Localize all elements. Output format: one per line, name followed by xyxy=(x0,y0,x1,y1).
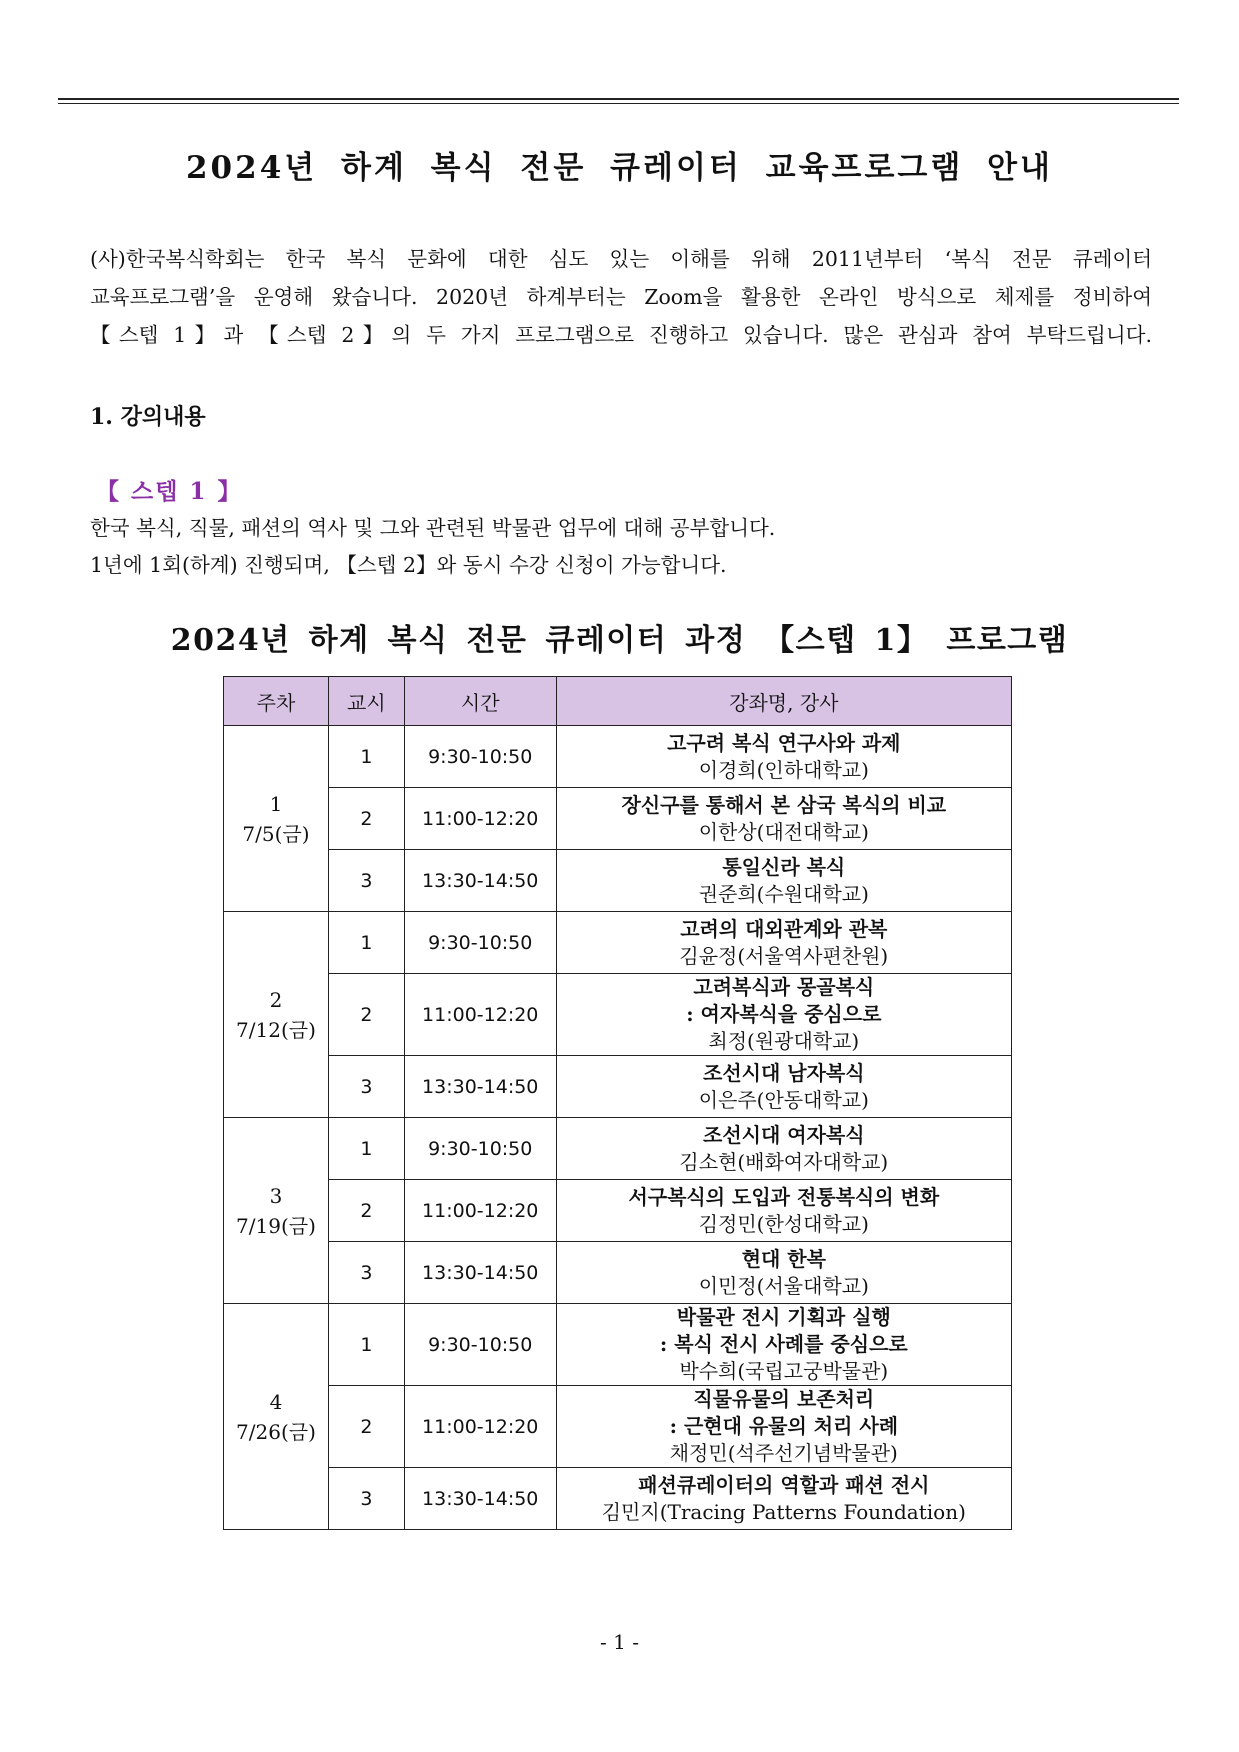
lecturer-name: 권준희(수원대학교) xyxy=(698,881,869,906)
lecture-cell xyxy=(556,1118,1011,1180)
header-lecture: 강좌명, 강사 xyxy=(556,677,1011,726)
top-rule-thin xyxy=(58,103,1179,104)
schedule-body xyxy=(224,726,1012,1530)
time-cell: 11:00-12:20 xyxy=(404,1180,556,1242)
time-cell: 9:30-10:50 xyxy=(404,1118,556,1180)
lecture-cell xyxy=(556,1180,1011,1242)
period-cell: 3 xyxy=(328,1056,404,1118)
time-cell: 9:30-10:50 xyxy=(404,1304,556,1386)
lecture-title: : 복식 전시 사례를 중심으로 xyxy=(659,1332,908,1356)
time-cell: 13:30-14:50 xyxy=(404,850,556,912)
lecturer-name: 이한상(대전대학교) xyxy=(698,819,869,844)
document-title: 2024년 하계 복식 전문 큐레이터 교육프로그램 안내 xyxy=(185,150,1053,186)
header-time: 시간 xyxy=(404,677,556,726)
step-description xyxy=(90,510,775,584)
lecture-cell xyxy=(556,1304,1011,1386)
time-cell: 11:00-12:20 xyxy=(404,1386,556,1468)
lecture-title: : 근현대 유물의 처리 사례 xyxy=(669,1414,899,1438)
lecture-title: 직물유물의 보존처리 xyxy=(693,1387,875,1411)
lecture-title: 현대 한복 xyxy=(741,1246,826,1271)
section-heading: 1. 강의내용 xyxy=(90,404,206,430)
lecture-cell xyxy=(556,850,1011,912)
week-cell xyxy=(224,912,329,1118)
table-row xyxy=(224,1304,1012,1386)
table-row xyxy=(224,1056,1012,1118)
week-date: 7/12(금) xyxy=(236,1017,316,1042)
lecture-cell xyxy=(556,912,1011,974)
lecturer-name: 채정민(석주선기념박물관) xyxy=(669,1441,898,1465)
period-cell: 1 xyxy=(328,726,404,788)
time-cell: 13:30-14:50 xyxy=(404,1468,556,1530)
lecture-cell xyxy=(556,1386,1011,1468)
table-row xyxy=(224,726,1012,788)
table-row xyxy=(224,788,1012,850)
lecture-title: 조선시대 남자복식 xyxy=(703,1060,865,1085)
period-cell: 1 xyxy=(328,912,404,974)
table-row xyxy=(224,912,1012,974)
time-cell: 13:30-14:50 xyxy=(404,1242,556,1304)
week-number: 2 xyxy=(269,987,283,1012)
week-cell xyxy=(224,1118,329,1304)
period-cell: 2 xyxy=(328,1180,404,1242)
lecture-cell xyxy=(556,974,1011,1056)
header-week: 주차 xyxy=(224,677,329,726)
week-number: 3 xyxy=(269,1183,283,1208)
intro-line: (사)한국복식학회는 한국 복식 문화에 대한 심도 있는 이해를 위해 2011년부터 ‘복식 전문 큐레이터 xyxy=(90,247,1152,271)
lecture-title: 박물관 전시 기획과 실행 xyxy=(676,1305,891,1329)
intro-line: 교육프로그램’을 운영해 왔습니다. 2020년 하계부터는 Zoom을 활용한 온라인 방식으로 체제를 정비하여 xyxy=(90,285,1152,309)
period-cell: 3 xyxy=(328,1468,404,1530)
time-cell: 13:30-14:50 xyxy=(404,1056,556,1118)
time-cell: 11:00-12:20 xyxy=(404,788,556,850)
time-cell: 9:30-10:50 xyxy=(404,912,556,974)
lecture-title: : 여자복식을 중심으로 xyxy=(686,1002,882,1026)
table-row xyxy=(224,1242,1012,1304)
table-row xyxy=(224,974,1012,1056)
lecture-cell xyxy=(556,1056,1011,1118)
page-number: - 1 - xyxy=(600,1630,639,1654)
step-desc-line: 1년에 1회(하계) 진행되며, 【스텝 2】와 동시 수강 신청이 가능합니다. xyxy=(90,553,727,577)
lecture-title: 장신구를 통해서 본 삼국 복식의 비교 xyxy=(621,792,947,817)
period-cell: 2 xyxy=(328,1386,404,1468)
lecture-title: 고려의 대외관계와 관복 xyxy=(680,916,888,941)
lecturer-name: 이은주(안동대학교) xyxy=(698,1087,869,1112)
lecture-cell xyxy=(556,1468,1011,1530)
week-date: 7/19(금) xyxy=(236,1213,316,1238)
top-rule-thick xyxy=(58,98,1179,100)
lecture-cell xyxy=(556,788,1011,850)
week-date: 7/5(금) xyxy=(242,821,310,846)
lecture-title: 서구복식의 도입과 전통복식의 변화 xyxy=(628,1184,940,1209)
lecture-title: 통일신라 복식 xyxy=(722,854,846,879)
week-number: 1 xyxy=(269,791,283,816)
lecturer-name: 박수희(국립고궁박물관) xyxy=(679,1359,889,1383)
period-cell: 1 xyxy=(328,1118,404,1180)
lecturer-name: 김민지(Tracing Patterns Foundation) xyxy=(601,1499,966,1524)
table-title: 2024년 하계 복식 전문 큐레이터 과정 【스텝 1】 프로그램 xyxy=(170,623,1069,658)
table-row xyxy=(224,850,1012,912)
lecturer-name: 김소현(배화여자대학교) xyxy=(679,1149,889,1174)
lecture-title: 패션큐레이터의 역할과 패션 전시 xyxy=(638,1472,930,1497)
lecturer-name: 이경희(인하대학교) xyxy=(698,757,869,782)
header-period: 교시 xyxy=(328,677,404,726)
table-row xyxy=(224,1386,1012,1468)
period-cell: 3 xyxy=(328,850,404,912)
lecture-title: 고려복식과 몽골복식 xyxy=(693,975,875,999)
period-cell: 2 xyxy=(328,788,404,850)
intro-line: 【스텝 1】과 【스텝 2】의 두 가지 프로그램으로 진행하고 있습니다. 많은 관심과 참여 부탁드립니다. xyxy=(90,323,1152,347)
lecture-title: 고구려 복식 연구사와 과제 xyxy=(667,730,901,755)
lecturer-name: 김윤정(서울역사편찬원) xyxy=(679,943,889,968)
schedule-table xyxy=(223,676,1012,1530)
intro-paragraph xyxy=(90,240,1152,354)
lecture-title: 조선시대 여자복식 xyxy=(703,1122,865,1147)
week-date: 7/26(금) xyxy=(236,1419,316,1444)
table-header-row xyxy=(224,677,1012,726)
table-row xyxy=(224,1468,1012,1530)
time-cell: 11:00-12:20 xyxy=(404,974,556,1056)
period-cell: 1 xyxy=(328,1304,404,1386)
week-number: 4 xyxy=(269,1389,283,1414)
table-row xyxy=(224,1118,1012,1180)
period-cell: 2 xyxy=(328,974,404,1056)
lecturer-name: 이민정(서울대학교) xyxy=(698,1273,869,1298)
table-row xyxy=(224,1180,1012,1242)
lecture-cell xyxy=(556,726,1011,788)
lecturer-name: 김정민(한성대학교) xyxy=(698,1211,869,1236)
step-desc-line: 한국 복식, 직물, 패션의 역사 및 그와 관련된 박물관 업무에 대해 공부합니다. xyxy=(90,516,776,540)
time-cell: 9:30-10:50 xyxy=(404,726,556,788)
step-label: 【 스텝 1 】 xyxy=(96,478,243,505)
lecture-cell xyxy=(556,1242,1011,1304)
lecturer-name: 최정(원광대학교) xyxy=(708,1029,860,1053)
week-cell xyxy=(224,1304,329,1530)
week-cell xyxy=(224,726,329,912)
period-cell: 3 xyxy=(328,1242,404,1304)
